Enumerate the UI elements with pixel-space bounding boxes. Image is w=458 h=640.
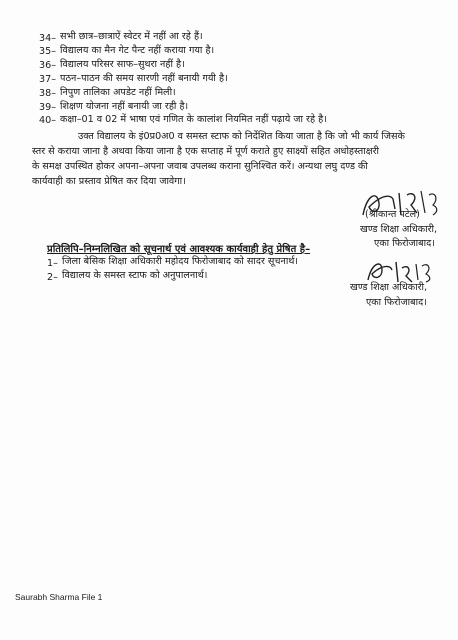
item-text: पठन–पाठन की समय सारणी नहीं बनायी गयी है।	[60, 73, 228, 84]
item-number: 38–	[39, 88, 57, 99]
item-number: 36–	[39, 60, 57, 71]
copy-item-number: 1–	[47, 258, 58, 269]
item-number: 34–	[39, 33, 57, 44]
copy-item-text: जिला बेसिक शिक्षा अधिकारी महोदय फिरोजाबाद को सादर सूचनार्थ।	[62, 256, 299, 267]
signatory-designation: खण्ड शिक्षा अधिकारी,	[350, 282, 428, 293]
paragraph-line: उक्त विद्यालय के इं0प्र0अ0 व समस्त स्टाफ को निर्देशित किया जाता है कि जो भी कार्य जिसके	[78, 131, 405, 142]
item-text: विद्यालय का मैन गेट पैन्ट नहीं कराया गया है।	[60, 45, 215, 56]
item-text: शिक्षण योजना नहीं बनायी जा रही है।	[60, 101, 189, 112]
item-number: 35–	[39, 46, 57, 57]
copy-heading: प्रतिलिपि–निम्नलिखित को सूचनार्थ एवं आवश्यक कार्यवाही हेतु प्रेषित है–	[47, 244, 311, 255]
paragraph-line: स्तर से कराया जाना है अथवा किया जाना है एक सप्ताह में पूर्ण कराते हुए साक्ष्यों सहित अधोहस्ताक्षरी	[32, 146, 380, 157]
item-number: 37–	[39, 74, 57, 85]
item-text: सभी छात्र–छात्राऐं स्वेटर में नहीं आ रहे हैं।	[60, 31, 203, 42]
copy-item-text: विद्यालय के समस्त स्टाफ को अनुपालनार्थ।	[62, 270, 208, 281]
paragraph-line: कार्यवाही का प्रस्ताव प्रेषित कर दिया जावेगा।	[32, 176, 186, 187]
signatory-name: (श्रीकान्त पटेल)	[365, 209, 420, 220]
item-number: 40–	[39, 115, 57, 126]
item-text: विद्यालय परिसर साफ–सुथरा नहीं है।	[60, 59, 185, 70]
signatory-place: एका फिरोजाबाद।	[374, 238, 435, 249]
signatory-place: एका फिरोजाबाद।	[366, 297, 427, 308]
item-number: 39–	[39, 102, 57, 113]
paragraph-line: के समक्ष उपस्थित होकर अपना–अपना जवाब उपलब्ध कराना सुनिश्चित करें। अन्यथा लघु दण्ड की	[32, 161, 368, 172]
item-text: कक्षा–01 व 02 में भाषा एवं गणित के कालांश नियमित नहीं पढ़ाये जा रहे है।	[60, 114, 327, 125]
signatory-designation: खण्ड शिक्षा अधिकारी,	[360, 224, 438, 235]
footer-label: Saurabh Sharma File 1	[15, 592, 103, 602]
copy-item-number: 2–	[47, 272, 58, 283]
item-text: निपुण तालिका अपडेट नहीं मिली।	[60, 87, 176, 98]
